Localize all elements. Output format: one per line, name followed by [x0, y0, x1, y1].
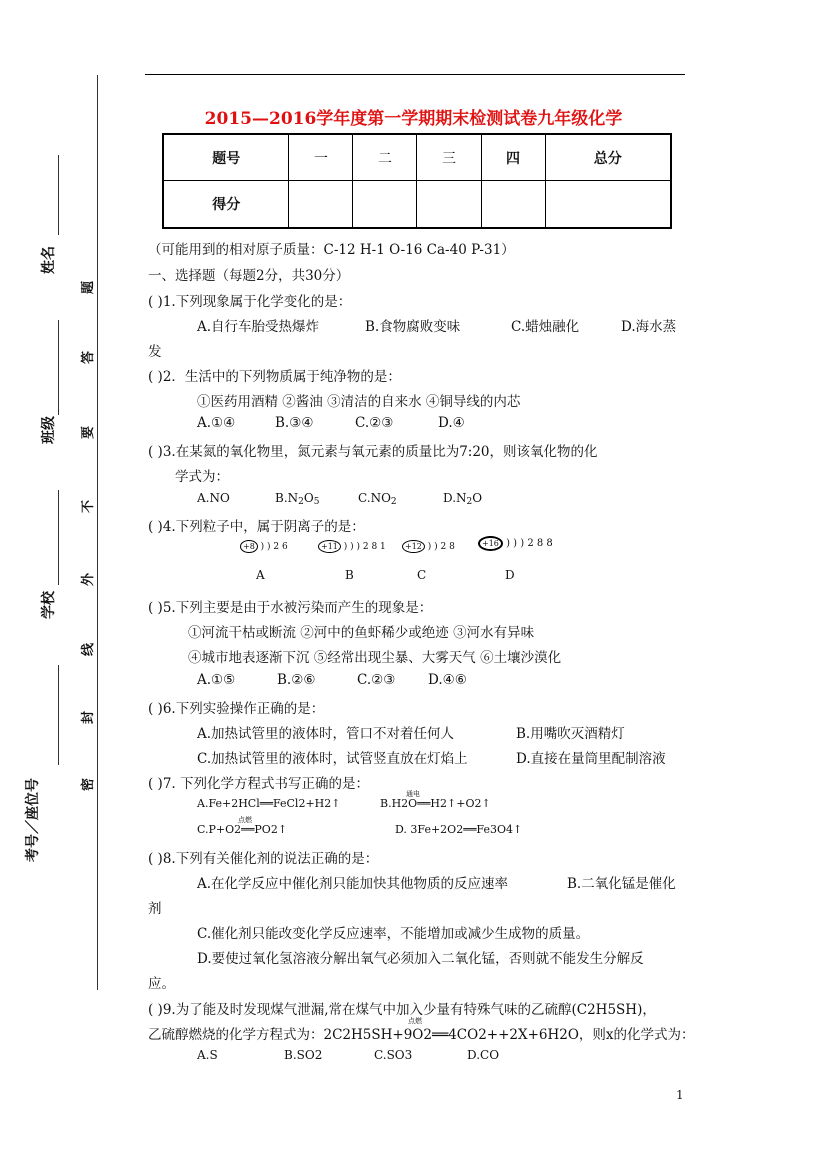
- q7-option-b: B.H2O══H2↑+O2↑: [380, 797, 491, 810]
- q4-stem: ( )4.下列粒子中，属于阴离子的是：: [148, 519, 365, 535]
- score-header-cell: 四: [481, 134, 545, 181]
- q8-option-b-wrap: 剂: [148, 901, 162, 917]
- q8-option-a: A.在化学反应中催化剂只能加快其他物质的反应速率: [197, 876, 509, 892]
- q2-option-c: C.②③: [355, 415, 394, 431]
- school-underline: [58, 490, 59, 585]
- q7-option-d: D. 3Fe+2O2══Fe3O4↑: [395, 823, 523, 836]
- q3-option-a: A.NO: [197, 491, 230, 505]
- name-label: 姓名: [41, 246, 57, 274]
- score-header-cell: 二: [353, 134, 417, 181]
- seal-char: 外: [81, 572, 97, 587]
- seat-underline: [58, 665, 59, 765]
- q5-stem: ( )5.下列主要是由于水被污染而产生的现象是：: [148, 600, 433, 616]
- q7-option-c: C.P+O2══PO2↑: [197, 823, 288, 836]
- q4-label-b: B: [345, 568, 354, 582]
- exam-title: 2015—2016学年度第一学期期末检测试卷九年级化学: [204, 109, 623, 129]
- score-row-label: 得分: [163, 181, 289, 229]
- q2-option-d: D.④: [438, 415, 465, 431]
- q4-label-a: A: [256, 568, 265, 582]
- q7-c-condition: 点燃: [238, 816, 252, 824]
- score-header-cell: 题号: [163, 134, 289, 181]
- atom-diagram-b: +11 ) ) ) 2 8 1: [318, 540, 386, 553]
- q6-option-d: D.直接在量筒里配制溶液: [516, 751, 666, 767]
- q1-option-c: C.蜡烛融化: [511, 319, 580, 335]
- q3-option-b: $B.N_2O_5$: [275, 491, 320, 507]
- q6-option-b: B.用嘴吹灭酒精灯: [516, 726, 625, 742]
- atom-diagram-a: +8 ) ) 2 6: [240, 540, 288, 553]
- school-label: 学校: [41, 591, 57, 619]
- score-cell[interactable]: [545, 181, 671, 229]
- q5-option-c: C.②③: [357, 672, 396, 688]
- q3-wrap: 学式为：: [175, 469, 229, 485]
- q9-option-b: B.SO2: [284, 1048, 323, 1062]
- page-number: 1: [676, 1088, 684, 1102]
- atom-diagram-d: +16 ) ) ) 2 8 8: [478, 536, 553, 551]
- score-cell[interactable]: [353, 181, 417, 229]
- seal-char: 线: [81, 642, 97, 657]
- score-header-cell: 三: [417, 134, 481, 181]
- q5-option-a: A.①⑤: [197, 672, 236, 688]
- q1-option-b: B.食物腐败变味: [365, 319, 461, 335]
- q7-stem: ( )7. 下列化学方程式书写正确的是：: [148, 776, 369, 792]
- q2-option-b: B.③④: [275, 415, 314, 431]
- q5-option-b: B.②⑥: [277, 672, 316, 688]
- q9-option-d: D.CO: [467, 1048, 500, 1062]
- q1-stem: ( )1.下列现象属于化学变化的是：: [148, 294, 352, 310]
- q4-label-c: C: [417, 568, 427, 582]
- q1-option-a: A.自行车胎受热爆炸: [197, 319, 320, 335]
- q6-stem: ( )6.下列实验操作正确的是：: [148, 701, 325, 717]
- class-underline: [58, 320, 59, 415]
- header-rule: [145, 74, 685, 75]
- q8-option-d: D.要使过氧化氢溶液分解出氧气必须加入二氧化锰，否则就不能发生分解反: [197, 951, 644, 967]
- section-heading: 一、选择题（每题2分，共30分）: [148, 268, 350, 284]
- q9-equation: 乙硫醇燃烧的化学方程式为：2C2H5SH+9O2══4CO2++2X+6H2O，则x的化学式为：: [148, 1027, 695, 1043]
- q5-items-1: ①河流干枯或断流 ②河中的鱼虾稀少或绝迹 ③河水有异味: [188, 625, 535, 641]
- q8-option-d-wrap: 应。: [148, 976, 175, 992]
- binding-line: [97, 75, 98, 990]
- q5-items-2: ④城市地表逐渐下沉 ⑤经常出现尘暴、大雾天气 ⑥土壤沙漠化: [188, 650, 562, 666]
- atom-diagram-c: +12 ) ) 2 8: [402, 540, 455, 553]
- seal-char: 封: [81, 710, 97, 725]
- score-cell[interactable]: [289, 181, 353, 229]
- q3-stem: ( )3.在某氮的氧化物里，氮元素与氧元素的质量比为7:20，则该氧化物的化: [148, 444, 598, 460]
- q2-stem: ( )2．生活中的下列物质属于纯净物的是：: [148, 369, 401, 385]
- q2-items: ①医药用酒精 ②酱油 ③清洁的自来水 ④铜导线的内芯: [197, 394, 521, 410]
- score-table: [162, 133, 672, 229]
- q4-label-d: D: [505, 568, 515, 582]
- q9-option-c: C.SO3: [374, 1048, 413, 1062]
- q6-option-a: A.加热试管里的液体时，管口不对着任何人: [197, 726, 455, 742]
- q7-option-a: A.Fe+2HCl══FeCl2+H2↑: [197, 797, 341, 810]
- seal-char: 要: [81, 425, 97, 440]
- score-cell[interactable]: [417, 181, 481, 229]
- class-label: 班级: [41, 416, 57, 444]
- score-header-cell: 一: [289, 134, 353, 181]
- q7-b-condition: 通电: [406, 790, 420, 798]
- q9-condition: 点燃: [408, 1017, 422, 1025]
- q8-option-b: B.二氧化锰是催化: [567, 876, 676, 892]
- q3-option-c: $C.NO_2$: [358, 491, 397, 507]
- seal-char: 不: [81, 499, 97, 514]
- q1-option-d: D.海水蒸: [621, 319, 677, 335]
- score-header-row: [163, 134, 671, 181]
- q5-option-d: D.④⑥: [428, 672, 467, 688]
- name-underline: [58, 155, 59, 235]
- q9-stem: ( )9.为了能及时发现煤气泄漏,常在煤气中加入少量有特殊气味的乙硫醇(C2H5SH)，: [148, 1002, 656, 1018]
- seat-label: 考号／座位号: [25, 778, 41, 862]
- q6-option-c: C.加热试管里的液体时，试管竖直放在灯焰上: [197, 751, 468, 767]
- q8-stem: ( )8.下列有关催化剂的说法正确的是：: [148, 851, 379, 867]
- score-value-row: [163, 181, 671, 229]
- atomic-mass-note: （可能用到的相对原子质量：C-12 H-1 O-16 Ca-40 P-31）: [148, 242, 515, 258]
- q8-option-c: C.催化剂只能改变化学反应速率，不能增加或减少生成物的质量。: [197, 926, 590, 942]
- seal-char: 密: [81, 777, 97, 792]
- q9-option-a: A.S: [197, 1048, 218, 1062]
- seal-char: 题: [81, 280, 97, 295]
- q3-option-d: $D.N_2O$: [443, 491, 483, 507]
- q1-wrap: 发: [148, 344, 162, 360]
- q2-option-a: A.①④: [197, 415, 236, 431]
- score-header-cell: 总分: [545, 134, 671, 181]
- score-cell[interactable]: [481, 181, 545, 229]
- seal-char: 答: [81, 350, 97, 365]
